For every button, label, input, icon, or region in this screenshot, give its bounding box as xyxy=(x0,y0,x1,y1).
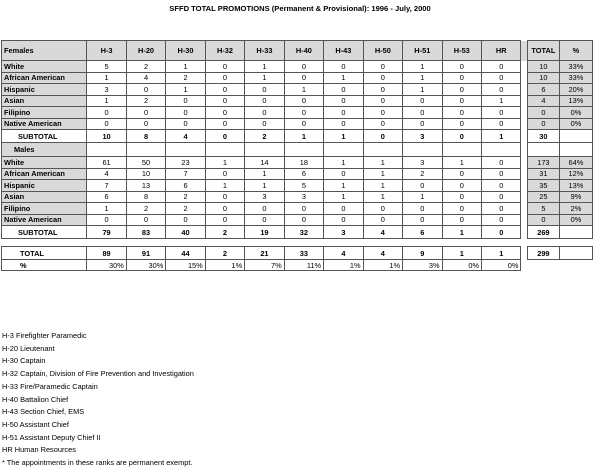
total-cell: 299 xyxy=(527,247,559,260)
table-cell: 0 xyxy=(324,168,363,180)
percent-cell: 15% xyxy=(166,260,205,271)
table-cell: 6 xyxy=(403,226,442,239)
total-cell: 10 xyxy=(527,72,559,84)
table-row xyxy=(2,118,593,130)
percent-cell: 13% xyxy=(559,180,592,192)
percent-cell: 7% xyxy=(245,260,284,271)
table-cell: 1 xyxy=(324,72,363,84)
column-header: HR xyxy=(482,41,521,61)
row-label: Hispanic xyxy=(2,84,87,96)
legend-item: H-30 Captain xyxy=(2,356,46,366)
table-row xyxy=(2,157,593,169)
table-cell: 1 xyxy=(403,191,442,203)
table-cell: 1 xyxy=(245,72,284,84)
spacer-cell xyxy=(363,239,402,247)
table-cell: 0 xyxy=(324,107,363,119)
table-cell: 1 xyxy=(87,203,126,215)
spacer-cell xyxy=(284,239,323,247)
table-cell: 1 xyxy=(245,168,284,180)
table-cell: 0 xyxy=(482,226,521,239)
legend-item: HR Human Resources xyxy=(2,445,76,455)
table-cell: 1 xyxy=(324,191,363,203)
table-row xyxy=(2,180,593,192)
table-cell: 18 xyxy=(284,157,323,169)
table-cell: 0 xyxy=(166,118,205,130)
legend-item: H-32 Captain, Division of Fire Prevention and Investigation xyxy=(2,369,194,379)
row-label: Native American xyxy=(2,214,87,226)
column-header: H-20 xyxy=(126,41,165,61)
table-cell: 10 xyxy=(126,168,165,180)
table-cell: 2 xyxy=(403,168,442,180)
table-cell: 0 xyxy=(482,203,521,215)
column-header: H-32 xyxy=(205,41,244,61)
percent-row xyxy=(2,260,593,271)
table-cell: 79 xyxy=(87,226,126,239)
table-cell: 4 xyxy=(166,130,205,143)
percent-cell: 0% xyxy=(442,260,481,271)
legend-item: H-3 Firefighter Paramedic xyxy=(2,331,87,340)
legend-item: H-51 Assistant Deputy Chief II xyxy=(2,432,101,442)
table-cell: 0 xyxy=(245,214,284,226)
legend-item: H-33 Fire/Paramedic Captain xyxy=(2,381,98,391)
table-cell: 0 xyxy=(403,95,442,107)
column-header: H-33 xyxy=(245,41,284,61)
table-cell xyxy=(284,143,323,157)
table-cell: 0 xyxy=(284,61,323,73)
table-cell: 0 xyxy=(403,214,442,226)
legend-item: * The appointments in these ranks are permanent exempt. xyxy=(2,458,193,468)
spacer-cell xyxy=(527,239,559,247)
table-cell: 5 xyxy=(284,180,323,192)
table-cell: 2 xyxy=(126,203,165,215)
table-cell: 0 xyxy=(205,84,244,96)
table-cell xyxy=(482,143,521,157)
row-label: Asian xyxy=(2,191,87,203)
table-cell: 0 xyxy=(324,214,363,226)
table-cell: 0 xyxy=(205,107,244,119)
table-cell: 0 xyxy=(205,95,244,107)
subtotal-row xyxy=(2,130,593,143)
percent-cell: 1% xyxy=(363,260,402,271)
table-cell: 8 xyxy=(126,191,165,203)
table-cell: 1 xyxy=(284,84,323,96)
total-cell: 6 xyxy=(527,84,559,96)
table-cell: 2 xyxy=(166,72,205,84)
table-cell: 0 xyxy=(442,180,481,192)
total-cell: 10 xyxy=(527,61,559,73)
table-cell: 0 xyxy=(205,191,244,203)
rank-legend xyxy=(2,330,194,470)
table-cell: 1 xyxy=(284,130,323,143)
table-cell: 0 xyxy=(482,180,521,192)
table-cell: 1 xyxy=(324,130,363,143)
table-cell: 0 xyxy=(87,214,126,226)
table-cell: 23 xyxy=(166,157,205,169)
table-cell: 0 xyxy=(363,107,402,119)
table-cell: 7 xyxy=(166,168,205,180)
row-label: Native American xyxy=(2,118,87,130)
table-cell: 0 xyxy=(284,95,323,107)
table-cell: 0 xyxy=(482,72,521,84)
row-label: Hispanic xyxy=(2,180,87,192)
table-cell: 0 xyxy=(166,214,205,226)
table-cell: 1 xyxy=(324,157,363,169)
table-cell: 13 xyxy=(126,180,165,192)
table-cell: 0 xyxy=(245,203,284,215)
legend-item: H-40 Battalion Chief xyxy=(2,394,69,404)
spacer-cell xyxy=(324,239,363,247)
column-header: H-53 xyxy=(442,41,481,61)
table-cell: 1 xyxy=(363,191,402,203)
table-cell: 91 xyxy=(126,247,165,260)
table-cell: 0 xyxy=(482,118,521,130)
table-cell: 6 xyxy=(166,180,205,192)
table-cell: 21 xyxy=(245,247,284,260)
table-cell: 33 xyxy=(284,247,323,260)
table-row xyxy=(2,203,593,215)
percent-cell: 0% xyxy=(559,214,592,226)
table-cell: 1 xyxy=(166,84,205,96)
table-cell: 0 xyxy=(482,107,521,119)
total-cell: 5 xyxy=(527,203,559,215)
percent-cell xyxy=(559,247,592,260)
table-cell: 0 xyxy=(403,180,442,192)
percent-cell: 11% xyxy=(284,260,323,271)
table-cell: 0 xyxy=(482,214,521,226)
table-cell: 0 xyxy=(324,84,363,96)
table-cell: 0 xyxy=(363,95,402,107)
table-cell: 2 xyxy=(166,191,205,203)
table-cell: 0 xyxy=(166,95,205,107)
males-section-row xyxy=(2,143,593,157)
table-cell: 0 xyxy=(442,214,481,226)
table-cell: 1 xyxy=(87,72,126,84)
table-cell: 7 xyxy=(87,180,126,192)
percent-cell: 1% xyxy=(205,260,244,271)
column-header: H-51 xyxy=(403,41,442,61)
table-cell: 1 xyxy=(324,180,363,192)
table-cell: 0 xyxy=(482,84,521,96)
total-cell: 30 xyxy=(527,130,559,143)
table-cell: 0 xyxy=(403,107,442,119)
table-cell: 83 xyxy=(126,226,165,239)
column-header: H-40 xyxy=(284,41,323,61)
table-cell: 0 xyxy=(482,61,521,73)
total-row xyxy=(2,247,593,260)
table-cell: 10 xyxy=(87,130,126,143)
table-cell: 0 xyxy=(284,72,323,84)
table-cell: 3 xyxy=(284,191,323,203)
column-header: H-30 xyxy=(166,41,205,61)
table-cell: 0 xyxy=(442,95,481,107)
percent-cell: 0% xyxy=(482,260,521,271)
table-cell: 0 xyxy=(126,214,165,226)
row-label: African American xyxy=(2,72,87,84)
percent-cell xyxy=(559,143,592,157)
table-cell: 1 xyxy=(442,247,481,260)
column-header: H-50 xyxy=(363,41,402,61)
table-cell xyxy=(442,143,481,157)
table-cell: 0 xyxy=(205,203,244,215)
total-cell: 269 xyxy=(527,226,559,239)
percent-cell: 0% xyxy=(559,107,592,119)
table-row xyxy=(2,61,593,73)
column-header: TOTAL xyxy=(527,41,559,61)
table-cell: 1 xyxy=(87,95,126,107)
table-row xyxy=(2,95,593,107)
spacer-cell xyxy=(205,239,244,247)
table-cell: 0 xyxy=(442,72,481,84)
subtotal-row xyxy=(2,226,593,239)
percent-cell: 9% xyxy=(559,191,592,203)
table-cell: 4 xyxy=(363,247,402,260)
table-cell: 1 xyxy=(363,180,402,192)
spacer-cell xyxy=(527,260,559,271)
table-cell: 5 xyxy=(87,61,126,73)
percent-cell xyxy=(559,226,592,239)
table-cell: 1 xyxy=(403,61,442,73)
table-cell: 0 xyxy=(205,130,244,143)
table-cell: 50 xyxy=(126,157,165,169)
table-cell xyxy=(126,143,165,157)
total-cell: 0 xyxy=(527,214,559,226)
table-cell: 0 xyxy=(403,118,442,130)
spacer-cell xyxy=(87,239,126,247)
table-cell: 2 xyxy=(166,203,205,215)
row-label: SUBTOTAL xyxy=(2,226,87,239)
table-cell: 0 xyxy=(324,118,363,130)
table-cell: 0 xyxy=(284,203,323,215)
total-cell: 173 xyxy=(527,157,559,169)
table-cell: 0 xyxy=(363,118,402,130)
table-cell: 0 xyxy=(205,214,244,226)
table-row xyxy=(2,214,593,226)
spacer-cell xyxy=(442,239,481,247)
table-cell: 0 xyxy=(363,214,402,226)
spacer-cell xyxy=(403,239,442,247)
table-cell: 4 xyxy=(126,72,165,84)
table-cell: 0 xyxy=(442,84,481,96)
table-cell: 44 xyxy=(166,247,205,260)
table-cell: 0 xyxy=(363,130,402,143)
total-cell: 35 xyxy=(527,180,559,192)
table-cell: 3 xyxy=(403,130,442,143)
table-cell: 0 xyxy=(284,118,323,130)
table-cell: 0 xyxy=(442,118,481,130)
percent-cell: 1% xyxy=(324,260,363,271)
total-cell: 0 xyxy=(527,107,559,119)
spacer-cell xyxy=(559,239,592,247)
column-header: H-43 xyxy=(324,41,363,61)
row-label: White xyxy=(2,157,87,169)
percent-cell: 33% xyxy=(559,72,592,84)
table-cell: 0 xyxy=(87,107,126,119)
table-cell: 0 xyxy=(442,130,481,143)
spacer-cell xyxy=(245,239,284,247)
table-cell: 0 xyxy=(245,118,284,130)
table-row xyxy=(2,84,593,96)
table-cell: 6 xyxy=(284,168,323,180)
percent-cell: 30% xyxy=(126,260,165,271)
total-cell: 25 xyxy=(527,191,559,203)
percent-cell: 0% xyxy=(559,118,592,130)
table-cell: 1 xyxy=(482,247,521,260)
table-row xyxy=(2,191,593,203)
table-cell: 0 xyxy=(442,168,481,180)
percent-cell: 3% xyxy=(403,260,442,271)
table-cell: 0 xyxy=(245,84,284,96)
table-cell: 0 xyxy=(403,203,442,215)
table-cell: 0 xyxy=(126,107,165,119)
table-row xyxy=(2,107,593,119)
table-cell: 9 xyxy=(403,247,442,260)
table-cell: 3 xyxy=(324,226,363,239)
table-cell: 0 xyxy=(205,61,244,73)
table-cell: 0 xyxy=(245,107,284,119)
page-title: SFFD TOTAL PROMOTIONS (Permanent & Provisional): 1996 - July, 2000 xyxy=(169,4,431,13)
table-cell: 61 xyxy=(87,157,126,169)
table-cell: 3 xyxy=(403,157,442,169)
total-cell xyxy=(527,143,559,157)
percent-cell xyxy=(559,130,592,143)
promotions-table xyxy=(1,40,593,271)
percent-cell: 33% xyxy=(559,61,592,73)
table-cell: 1 xyxy=(403,84,442,96)
total-cell: 0 xyxy=(527,118,559,130)
header-row xyxy=(2,41,593,61)
spacer-cell xyxy=(482,239,521,247)
table-cell: 1 xyxy=(245,61,284,73)
row-label: Filipino xyxy=(2,203,87,215)
table-cell: 0 xyxy=(324,203,363,215)
table-cell: 6 xyxy=(87,191,126,203)
percent-cell: 13% xyxy=(559,95,592,107)
table-cell: 40 xyxy=(166,226,205,239)
table-cell: 89 xyxy=(87,247,126,260)
spacer-cell xyxy=(126,239,165,247)
table-cell: 0 xyxy=(442,107,481,119)
table-cell: 1 xyxy=(442,157,481,169)
table-cell: 0 xyxy=(482,168,521,180)
column-header: % xyxy=(559,41,592,61)
table-cell: 2 xyxy=(205,226,244,239)
table-cell: 1 xyxy=(442,226,481,239)
table-cell: 0 xyxy=(245,95,284,107)
row-label: Filipino xyxy=(2,107,87,119)
table-cell: 8 xyxy=(126,130,165,143)
table-cell: 0 xyxy=(87,118,126,130)
percent-cell: 12% xyxy=(559,168,592,180)
percent-cell: 30% xyxy=(87,260,126,271)
table-cell: 4 xyxy=(363,226,402,239)
table-cell: 0 xyxy=(126,118,165,130)
table-cell: 1 xyxy=(363,168,402,180)
table-cell: 1 xyxy=(205,157,244,169)
row-label: White xyxy=(2,61,87,73)
table-cell: 19 xyxy=(245,226,284,239)
table-cell: 0 xyxy=(324,95,363,107)
section-label-females: Females xyxy=(2,41,87,61)
table-cell: 0 xyxy=(205,72,244,84)
table-cell: 0 xyxy=(284,214,323,226)
spacer-cell xyxy=(166,239,205,247)
column-header: H-3 xyxy=(87,41,126,61)
legend-item: H-20 Lieutenant xyxy=(2,343,55,353)
table-cell: 0 xyxy=(482,191,521,203)
row-label: % xyxy=(2,260,87,271)
table-cell: 0 xyxy=(363,61,402,73)
legend-item: H-43 Section Chief, EMS xyxy=(2,407,85,417)
table-cell: 0 xyxy=(482,157,521,169)
row-label: African American xyxy=(2,168,87,180)
table-cell: 0 xyxy=(442,203,481,215)
table-cell: 0 xyxy=(442,191,481,203)
percent-cell: 20% xyxy=(559,84,592,96)
table-cell: 0 xyxy=(166,107,205,119)
table-cell: 2 xyxy=(205,247,244,260)
section-label-males: Males xyxy=(2,143,87,157)
percent-cell: 2% xyxy=(559,203,592,215)
table-cell: 0 xyxy=(363,72,402,84)
table-cell: 1 xyxy=(403,72,442,84)
table-cell: 1 xyxy=(482,95,521,107)
row-label: Asian xyxy=(2,95,87,107)
table-cell: 0 xyxy=(324,61,363,73)
table-row xyxy=(2,72,593,84)
table-cell xyxy=(245,143,284,157)
table-cell: 1 xyxy=(166,61,205,73)
row-label: SUBTOTAL xyxy=(2,130,87,143)
table-cell: 1 xyxy=(245,180,284,192)
table-cell xyxy=(205,143,244,157)
table-cell: 2 xyxy=(126,61,165,73)
table-cell: 3 xyxy=(87,84,126,96)
spacer-cell xyxy=(2,239,87,247)
table-cell xyxy=(363,143,402,157)
row-label: TOTAL xyxy=(2,247,87,260)
table-cell: 1 xyxy=(363,157,402,169)
table-cell: 0 xyxy=(205,118,244,130)
table-cell: 3 xyxy=(245,191,284,203)
table-cell: 0 xyxy=(205,168,244,180)
table-cell: 4 xyxy=(324,247,363,260)
table-cell xyxy=(324,143,363,157)
table-cell: 2 xyxy=(126,95,165,107)
table-cell xyxy=(166,143,205,157)
table-cell xyxy=(403,143,442,157)
table-cell: 1 xyxy=(205,180,244,192)
table-cell xyxy=(87,143,126,157)
percent-cell: 64% xyxy=(559,157,592,169)
table-cell: 32 xyxy=(284,226,323,239)
table-cell: 4 xyxy=(87,168,126,180)
table-cell: 0 xyxy=(442,61,481,73)
table-cell: 2 xyxy=(245,130,284,143)
total-cell: 31 xyxy=(527,168,559,180)
table-cell: 0 xyxy=(126,84,165,96)
table-cell: 14 xyxy=(245,157,284,169)
legend-item: H-50 Assistant Chief xyxy=(2,419,69,429)
table-cell: 1 xyxy=(482,130,521,143)
table-cell: 0 xyxy=(284,107,323,119)
spacer-cell xyxy=(559,260,592,271)
total-cell: 4 xyxy=(527,95,559,107)
spacer-row xyxy=(2,239,593,247)
table-cell: 0 xyxy=(363,203,402,215)
table-cell: 0 xyxy=(363,84,402,96)
table-row xyxy=(2,168,593,180)
